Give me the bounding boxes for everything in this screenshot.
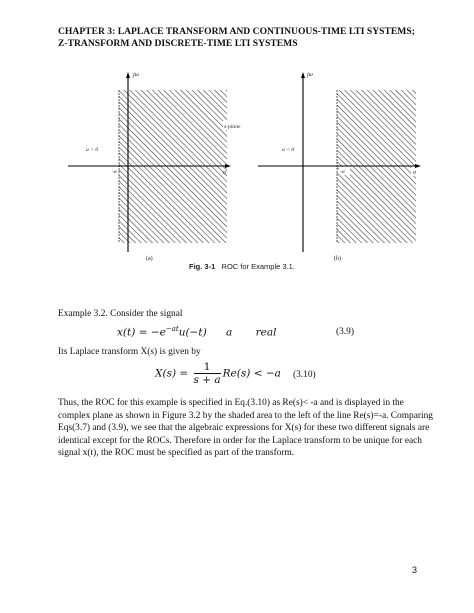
chapter-heading-line2: Z-TRANSFORM AND DISCRETE-TIME LTI SYSTEMS [58,38,298,49]
eq1-exponent: −at [165,325,179,333]
roc-figure-svg [56,62,426,277]
equation-3-10 [155,361,281,386]
example-intro: Example 3.2. Consider the signal [58,309,183,319]
equation-3-9-number: (3.9) [336,327,354,337]
right-marker-label: -a [340,169,345,175]
s-plane-label: s-plane [224,124,241,130]
left-panel-sublabel: (a) [146,256,153,262]
equation-3-9 [117,325,276,339]
roc-figure [56,62,426,277]
figure-caption-label: Fig. 3-1 [189,262,216,271]
left-imag-axis-label: jω [133,72,139,78]
eq2-denominator: s + a [193,374,221,386]
eq2-fraction [194,361,221,386]
page-number: 3 [412,565,418,575]
right-real-arrow [415,164,421,168]
right-real-axis-label: σ [413,170,416,176]
roc-explanation-paragraph: Thus, the ROC for this example is specified in Eq.(3.10) as Re(s)< -a and is displayed in the complex plane as shown in Figure 3.2 by the shaded area to the left of the line Re(s)=-a. Comparing Eqs(3.7) and (3.9), we see that the algebraic expressions for X(s) for these two different signals are identical except for the ROCs. Therefore in order for the Laplace transform to be unique for each signal x(t), the ROC must be specified as part of the transform. [58,398,433,459]
eq1-a: a [226,326,233,339]
right-imag-arrow [301,72,305,78]
eq2-lhs: X(s) = [155,367,192,380]
left-marker-label: -a [112,169,117,175]
figure-caption-text: ROC for Example 3.1. [221,262,295,271]
eq2-numerator: 1 [194,361,221,374]
left-real-axis-label: σ [223,170,226,176]
left-condition-label: a > 0 [86,147,99,153]
left-imag-arrow [126,72,130,78]
transform-intro: Its Laplace transform X(s) is given by [58,347,201,357]
right-imag-axis-label: jω [307,72,313,78]
figure-caption [189,262,295,271]
right-condition-label: a < 0 [282,147,295,153]
left-real-arrow [225,164,231,168]
eq2-condition: Re(s) < −a [222,367,281,380]
chapter-heading [58,26,438,50]
eq1-step: u(−t) [178,326,207,339]
chapter-heading-line1: CHAPTER 3: LAPLACE TRANSFORM AND CONTINUOUS-TIME LTI SYSTEMS; [58,26,415,37]
eq1-lhs: x(t) = [117,326,151,339]
eq1-real: real [255,326,277,339]
equation-3-10-number: (3.10) [293,370,316,380]
eq1-rhs: −e [150,326,166,339]
right-panel-sublabel: (b) [334,256,341,262]
